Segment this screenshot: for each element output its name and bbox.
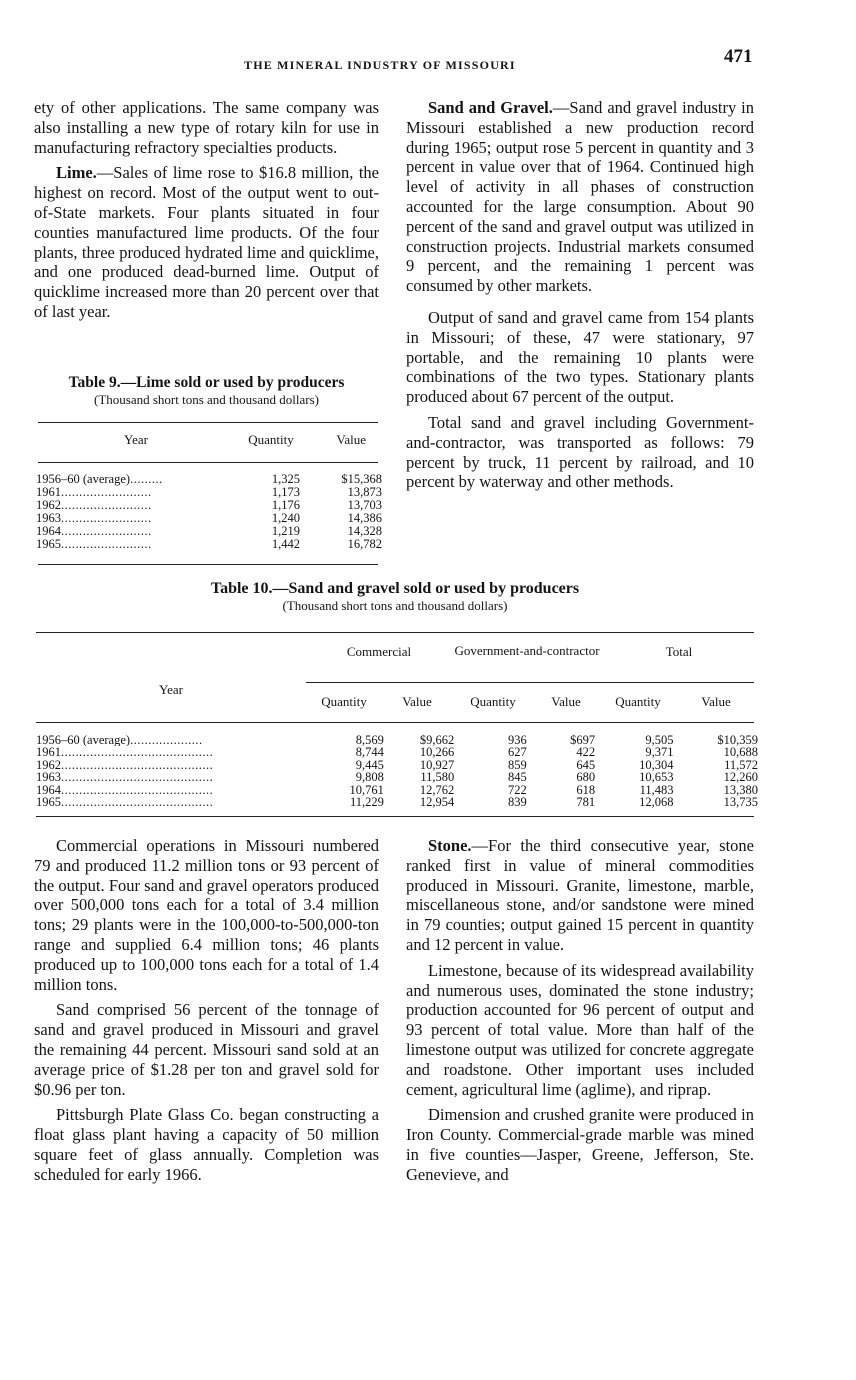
table10-commercial-quantity: 10,761 (349, 782, 384, 797)
table9-value: 14,328 (347, 524, 382, 538)
table-row: 1962.......................................... 9,445 10,927 859 645 10,304 11,572 (36, 757, 758, 772)
running-head-title: THE MINERAL INDUSTRY OF MISSOURI (244, 58, 516, 72)
table10-rule-groups (306, 682, 754, 683)
table9-quantity: 1,240 (271, 511, 300, 525)
table-row: 1965......................... 1,442 16,782 (36, 537, 382, 551)
table10-year: 1963 (36, 771, 61, 784)
table9-quantity: 1,173 (271, 485, 300, 499)
table9-year: 1963 (36, 512, 61, 525)
table10-rule-bottom (36, 816, 754, 817)
table10-government-quantity: 936 (507, 733, 527, 747)
table10-year: 1962 (36, 758, 61, 772)
table10-total-value: 12,260 (723, 770, 758, 785)
table9-quantity: 1,176 (271, 498, 300, 512)
table10-year: 1965 (36, 796, 61, 809)
table9-rule-mid (38, 462, 378, 463)
table10-government-quantity: 845 (507, 770, 527, 785)
table-row: 1963......................... 1,240 14,386 (36, 511, 382, 525)
table9-header (36, 432, 366, 448)
table9-quantity: 1,442 (271, 537, 300, 551)
table-row: 1965.......................................... 11,229 12,954 839 781 12,068 13,735 (36, 795, 758, 810)
table9-body (36, 473, 382, 551)
paragraph-sand-gravel (406, 98, 754, 296)
table10-subheader (306, 694, 754, 710)
table9-value: 16,782 (347, 537, 382, 551)
table10-block (36, 580, 754, 614)
table-row: 1964.......................................... 10,761 12,762 722 618 11,483 13,380 (36, 782, 758, 797)
table10-year: 1956–60 (average) (36, 734, 131, 747)
paragraph-sand-share: Sand comprised 56 percent of the tonnage of sand and gravel produced in Missouri and gravel the remaining 44 percent. Missouri sand sold at an average price of $1.28 per ton and gravel sold for $0.96 per ton. (34, 1000, 379, 1099)
table10-commercial-value: 10,266 (419, 745, 455, 760)
table10-rule-mid (36, 722, 754, 723)
table10-government-value: 781 (576, 795, 596, 810)
table9-quantity: 1,325 (271, 472, 300, 486)
paragraph-output-plants: Output of sand and gravel came from 154 plants in Missouri; of these, 47 were stationary, 97 portable, and the remaining 10 plants were combinations of the two types. Stationary plants produced about 67 percent of the output. (406, 307, 754, 407)
table10-sub-quantity: Quantity (321, 694, 367, 709)
table10-year: 1961 (36, 746, 61, 759)
table-row: 1963.......................................... 9,808 11,580 845 680 10,653 12,260 (36, 770, 758, 785)
right-column-bottom (406, 836, 754, 1185)
table10-subcaption: (Thousand short tons and thousand dollars) (282, 598, 508, 613)
table9-block (34, 374, 379, 408)
left-column-bottom (34, 836, 379, 1185)
table9-year: 1962 (36, 499, 61, 512)
table-row: 1964......................... 1,219 14,328 (36, 524, 382, 538)
table10-sub-value: Value (701, 694, 731, 709)
table10-caption: Table 10.—Sand and gravel sold or used by producers (210, 580, 580, 597)
stone-text: —For the third consecutive year, stone ranked first in value of mineral commodities produced in Missouri. Granite, limestone, marble, miscellaneous stone, and/or sandstone were mined in 79 counties; output gained 15 percent in quantity and 12 percent in value. (406, 836, 754, 954)
table10-total-value: 11,572 (724, 757, 758, 772)
table10-commercial-quantity: 8,569 (355, 733, 384, 747)
table10-total-quantity: 10,653 (639, 770, 674, 785)
table10-commercial-value: 12,954 (419, 795, 455, 810)
table9-value: 14,386 (347, 511, 382, 525)
table10-total-quantity: 11,483 (639, 782, 674, 797)
table9-year: 1956–60 (average) (36, 473, 131, 486)
table10-government-value: 618 (576, 782, 596, 797)
table9-caption: Table 9.—Lime sold or used by producers (68, 374, 345, 391)
paragraph-commercial-operations: Commercial operations in Missouri numbered 79 and produced 11.2 million tons or 93 percent of the output. Four sand and gravel operators produced over 500,000 tons each for a total of 3.4 million tons; 29 plants were in the 100,000-to-500,000-ton range and supplied 6.4 million tons; 46 plants produced up to 100,000 tons each for a total of 1.4 million tons. (34, 836, 379, 994)
table10-total-quantity: 9,505 (645, 733, 674, 747)
table10-total-quantity: 10,304 (639, 757, 674, 772)
table9-rule-bottom (38, 564, 378, 565)
table9-quantity: 1,219 (271, 524, 300, 538)
table10-government-value: 422 (576, 745, 596, 760)
stone-heading: Stone. (428, 836, 472, 855)
table10-total-quantity: 12,068 (639, 795, 674, 810)
table10-commercial-quantity: 11,229 (350, 795, 384, 810)
table10-group-commercial: Commercial (346, 644, 412, 659)
table9-col-year: Year (124, 432, 148, 447)
paragraph-stone (406, 836, 754, 955)
table-row: 1956–60 (average)......... 1,325 $15,368 (36, 472, 382, 486)
table10-government-quantity: 722 (507, 782, 527, 797)
table10-total-quantity: 9,371 (645, 745, 674, 760)
table10-total-value: 13,380 (723, 782, 758, 797)
table10-sub-value: Value (551, 694, 581, 709)
paragraph-continuation: ety of other applications. The same company was also installing a new type of rotary kiln for use in manufacturing refractory specialties products. (34, 98, 379, 157)
sand-gravel-heading: Sand and Gravel. (428, 98, 553, 117)
table10-year: 1964 (36, 783, 61, 797)
table10-commercial-value: 10,927 (419, 757, 455, 772)
table9-col-value: Value (336, 432, 366, 447)
paragraph-lime (34, 163, 379, 321)
table10-government-value: 680 (576, 770, 596, 785)
table9-value: $15,368 (341, 472, 382, 486)
table10-col-year: Year (159, 682, 183, 697)
table9-year: 1965 (36, 538, 61, 551)
table10-total-value: $10,359 (717, 733, 758, 747)
table-row: 1961......................... 1,173 13,873 (36, 485, 382, 499)
table10-commercial-value: 12,762 (419, 782, 455, 797)
lime-text: —Sales of lime rose to $16.8 million, the highest on record. Most of the output went to out-of-State markets. Four plants situated in four counties manufactured lime products. Of the four plants, three produced hydrated lime and quicklime, and one produced dead-burned lime. Output of quicklime increased more than 20 percent over that of last year. (34, 163, 379, 321)
table9-col-quantity: Quantity (248, 432, 294, 447)
paragraph-pittsburgh: Pittsburgh Plate Glass Co. began constructing a float glass plant having a capacity of 50 million square feet of glass annually. Completion was scheduled for early 1966. (34, 1105, 379, 1184)
table9-value: 13,703 (347, 498, 382, 512)
table9-subcaption: (Thousand short tons and thousand dollars) (94, 392, 319, 407)
table9-year: 1964 (36, 525, 61, 538)
table10-group-government: Government-and-contractor (454, 643, 600, 658)
paragraph-granite-marble: Dimension and crushed granite were produced in Iron County. Commercial-grade marble was mined in five counties—Jasper, Greene, Jefferson, Ste. Genevieve, and (406, 1105, 754, 1184)
table10-sub-value: Value (402, 694, 432, 709)
table10-commercial-quantity: 8,744 (355, 745, 384, 760)
table10-government-value: 645 (576, 757, 596, 772)
table10-total-value: 10,688 (723, 745, 758, 760)
right-column-top (406, 98, 754, 492)
table-row: 1961.......................................... 8,744 10,266 627 422 9,371 10,688 (36, 745, 758, 760)
sand-gravel-text: —Sand and gravel industry in Missouri established a new production record during 1965; output rose 5 percent in quantity and 3 percent in value over that of 1964. Continued high level of activity in all phases of construction accounted for the large consumption. About 90 percent of the sand and gravel output was utilized in construction projects. Industrial markets consumed 9 percent, and the remaining 1 percent was consumed by other markets. (406, 98, 755, 296)
table10-body (36, 734, 758, 808)
table10-government-value: $697 (570, 733, 596, 747)
page-number: 471 (724, 46, 753, 67)
table-row: 1956–60 (average).................... 8,569 $9,662 936 $697 9,505 $10,359 (36, 733, 758, 747)
paragraph-transport: Total sand and gravel including Government-and-contractor, was transported as follows: 79 percent by truck, 11 percent by railroad, and 10 percent by waterway and other methods. (406, 412, 754, 492)
table10-commercial-value: 11,580 (420, 770, 455, 785)
table10-government-quantity: 627 (507, 745, 527, 760)
table-row: 1962......................... 1,176 13,703 (36, 498, 382, 512)
table10-commercial-quantity: 9,808 (355, 770, 384, 785)
lime-heading: Lime. (56, 163, 97, 183)
table10-government-quantity: 859 (507, 757, 527, 772)
table9-value: 13,873 (347, 485, 382, 499)
table10-commercial-quantity: 9,445 (355, 757, 384, 772)
table9-rule-top (38, 422, 378, 423)
table10-rule-top (36, 632, 754, 633)
table10-sub-quantity: Quantity (470, 694, 516, 709)
paragraph-limestone: Limestone, because of its widespread availability and numerous uses, dominated the stone industry; production accounted for 96 percent of output and 93 percent of total value. More than half of the limestone output was utilized for concrete aggregate and roadstone. Other important uses included cement, agricultural lime (aglime), and riprap. (406, 960, 754, 1099)
table10-group-total: Total (665, 644, 693, 659)
left-column-top (34, 98, 379, 322)
table10-government-quantity: 839 (507, 795, 527, 810)
table10-total-value: 13,735 (723, 795, 758, 810)
table10-commercial-value: $9,662 (419, 733, 455, 747)
table9-year: 1961 (36, 486, 61, 499)
table10-sub-quantity: Quantity (615, 694, 661, 709)
